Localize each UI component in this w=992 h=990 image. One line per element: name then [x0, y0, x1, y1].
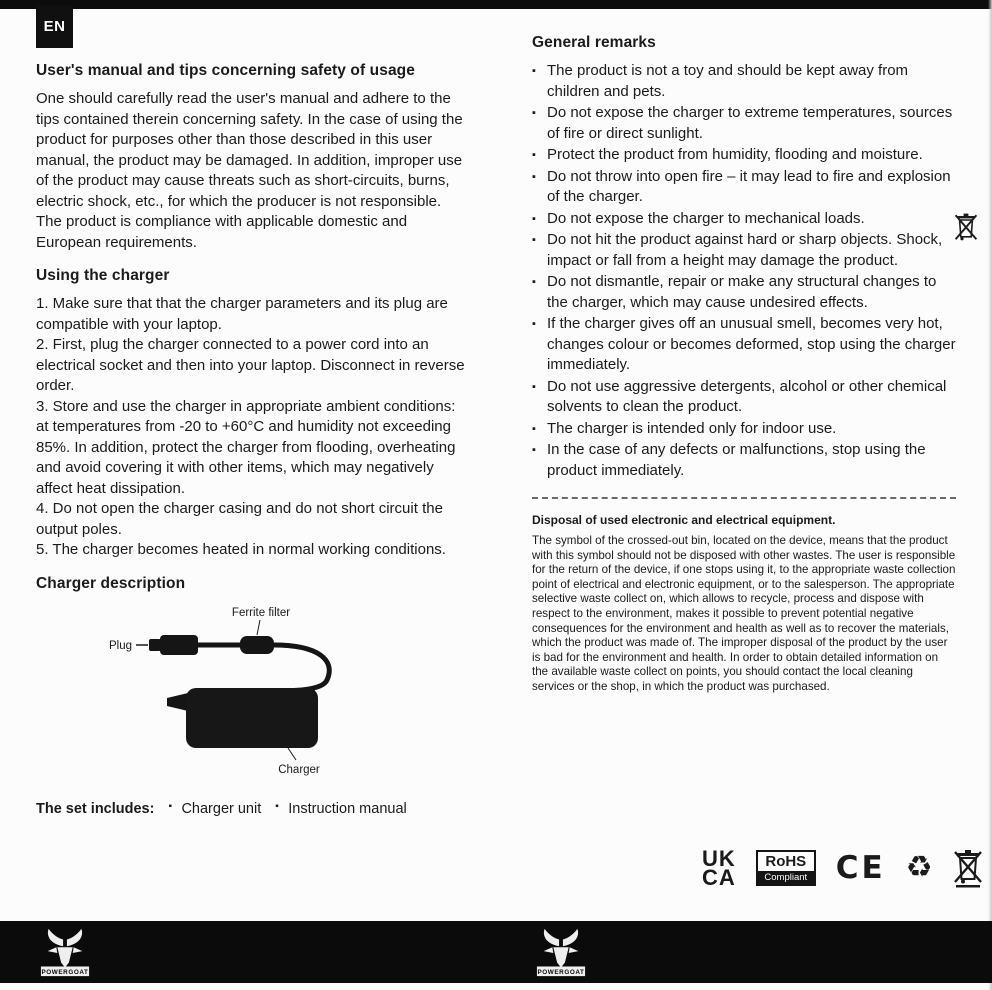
ferrite-filter-label: Ferrite filter	[231, 606, 291, 619]
ukca-mark	[702, 846, 736, 890]
general-remarks-list	[532, 61, 956, 481]
remark-item: ▪ Do not expose the charger to extreme temperatures, sources of fire or direct sunlight.	[532, 103, 956, 144]
set-includes-label: The set includes:	[36, 800, 155, 817]
plug-body-shape	[160, 635, 198, 655]
remark-item: ▪ The charger is intended only for indoor use.	[532, 419, 956, 440]
rohs-title: RoHS	[765, 853, 807, 870]
disposal-heading: Disposal of used electronic and electrical equipment.	[532, 513, 836, 527]
page-edge-shadow	[988, 0, 992, 990]
weee-margin-icon	[954, 212, 978, 249]
charger-description-heading: Charger description	[36, 574, 186, 592]
crossed-bin-icon	[953, 848, 983, 888]
set-includes-item-manual: ▪ Instruction manual	[275, 801, 406, 817]
remark-item: ▪ In the case of any defects or malfunctions, stop using the product immediately.	[532, 440, 956, 481]
ferrite-leader-line	[257, 620, 260, 635]
goat-logo-icon	[532, 927, 590, 979]
strain-relief-shape	[167, 693, 188, 711]
remark-item: ▪ Do not use aggressive detergents, alcohol or other chemical solvents to clean the product.	[532, 377, 956, 418]
remark-item: ▪ If the charger gives off an unusual smell, becomes very hot, changes colour or becomes deformed, stop using the charger immediately.	[532, 314, 956, 376]
rohs-compliant-label: Compliant	[758, 871, 814, 884]
goat-logo-icon	[36, 927, 94, 979]
ukca-line2: CA	[702, 865, 736, 890]
remark-item: ▪ Do not throw into open fire – it may lead to fire and explosion of the charger.	[532, 167, 956, 208]
remark-item: ▪ Do not hit the product against hard or sharp objects. Shock, impact or fall from a height may damage the product.	[532, 230, 956, 271]
step-2: 2. First, plug the charger connected to a power cord into an electrical socket and then into your laptop. Disconnect in reverse order.	[36, 336, 465, 394]
powergoat-logo	[532, 927, 590, 984]
remark-item: ▪ The product is not a toy and should be kept away from children and pets.	[532, 61, 956, 102]
recycling-icon: ♻	[905, 851, 933, 884]
charger-body-shape	[186, 688, 318, 748]
dashed-divider	[532, 497, 956, 499]
using-charger-steps	[36, 294, 470, 561]
safety-heading: User's manual and tips concerning safety of usage	[36, 62, 415, 79]
charger-diagram-svg	[36, 602, 356, 782]
ukca-line1: UK	[702, 846, 736, 871]
plug-label: Plug	[108, 639, 132, 652]
certification-marks-row	[702, 848, 983, 888]
using-charger-heading: Using the charger	[36, 267, 170, 284]
set-includes-row	[36, 801, 470, 817]
ferrite-filter-shape	[240, 636, 274, 654]
step-4: 4. Do not open the charger casing and do not short circuit the output poles.	[36, 500, 443, 538]
powergoat-logo	[36, 927, 94, 984]
remark-item: ▪ Do not dismantle, repair or make any structural changes to the charger, which may cause undesired effects.	[532, 272, 956, 313]
step-3: 3. Store and use the charger in appropriate ambient conditions: at temperatures from -20 to +60°C and humidity not exceeding 85%. In addition, protect the charger from flooding, overheating and avoid covering it with other items, which may negatively affect heat dissipation.	[36, 397, 456, 497]
general-remarks-heading: General remarks	[532, 34, 656, 51]
charger-diagram	[36, 602, 470, 787]
safety-paragraph: One should carefully read the user's manual and adhere to the tips contained therein concerning safety. In the case of using the product for purposes other than those described in this user manual, the product may be damaged. In addition, improper use of the product may cause threats such as short-circuits, burns, electric shock, etc., for which the producer is not responsible. The product is compliance with applicable domestic and European requirements.	[36, 90, 463, 251]
charger-label: Charger	[278, 763, 320, 776]
powergoat-wordmark: POWERGOAT	[537, 968, 585, 976]
plug-tip-shape	[149, 639, 161, 651]
crossed-bin-icon	[954, 212, 978, 244]
top-black-strip	[0, 0, 992, 9]
rohs-mark	[756, 850, 816, 886]
right-column	[532, 34, 956, 695]
ce-mark: CE	[835, 850, 886, 886]
language-badge-label: EN	[43, 18, 66, 35]
remark-item: ▪ Protect the product from humidity, flooding and moisture.	[532, 145, 956, 166]
powergoat-wordmark: POWERGOAT	[41, 968, 89, 976]
left-column	[36, 62, 470, 817]
footer-bar	[0, 921, 992, 983]
remark-item: ▪ Do not expose the charger to mechanical loads.	[532, 209, 956, 230]
set-includes-item-charger: ▪ Charger unit	[168, 801, 261, 817]
language-badge	[36, 5, 73, 48]
charger-leader-line	[288, 748, 296, 760]
disposal-paragraph: The symbol of the crossed-out bin, located on the device, means that the product with this symbol should not be disposed with other wastes. The user is responsible for the return of the device, if one stops using it, to the appropriate waste collection point of electrical and electronic equipment, or to the salesperson. The appropriate selective waste collect on, which allows to recycle, process and dispose with respect to the environment, makes it possible to prevent potential negative consequences for the environment and health as well as to recover the materials, which the product was made of. The improper disposal of the product by the user is bad for the environment and health. In order to obtain detailed information on the available waste collect on points, you should contact the local cleaning services or the shop, in which the product was purchased.	[532, 534, 956, 693]
step-1: 1. Make sure that that the charger parameters and its plug are compatible with your laptop.	[36, 295, 448, 333]
step-5: 5. The charger becomes heated in normal working conditions.	[36, 541, 446, 558]
